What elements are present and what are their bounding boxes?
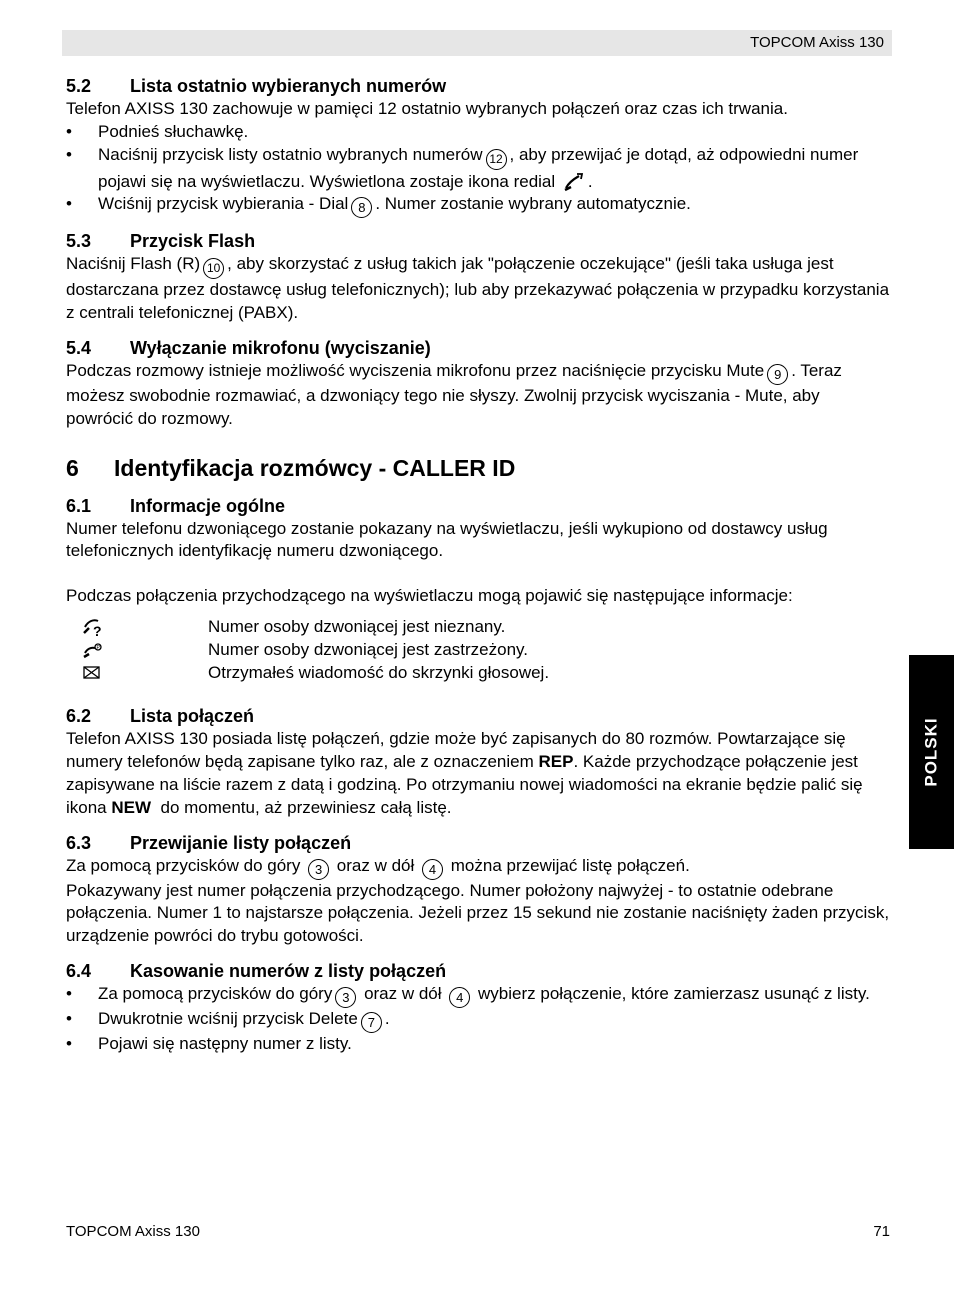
- key-3-icon: 3: [308, 859, 329, 880]
- section-heading-5-3: 5.3 Przycisk Flash: [66, 231, 256, 252]
- key-12-icon: 12: [486, 149, 507, 170]
- list-item: Otrzymałeś wiadomość do skrzynki głosowej.: [66, 662, 890, 685]
- section-heading-5-4: 5.4 Wyłączanie mikrofonu (wyciszanie): [66, 337, 431, 358]
- section-heading-6-1: 6.1 Informacje ogólne: [66, 495, 286, 516]
- section-heading-6-4: 6.4 Kasowanie numerów z listy połączeń: [66, 960, 447, 981]
- list-item: • Za pomocą przycisków do góry 3 oraz w dół 4 wybierz połączenie, które zamierzasz usunąć z listy.: [66, 983, 890, 1008]
- paragraph: Telefon AXISS 130 zachowuje w pamięci 12 ostatnio wybranych połączeń oraz czas ich trwania.: [66, 99, 788, 118]
- bullet-list: [66, 121, 890, 219]
- page-header: [62, 30, 892, 56]
- key-8-icon: 8: [351, 197, 372, 218]
- key-9-icon: 9: [767, 364, 788, 385]
- list-item: • Wciśnij przycisk wybierania - Dial 8 . Numer zostanie wybrany automatycznie.: [66, 193, 890, 218]
- voicemail-envelope-icon: [66, 665, 208, 681]
- svg-text:P: P: [96, 645, 100, 652]
- list-item: • Dwukrotnie wciśnij przycisk Delete 7 .: [66, 1008, 890, 1033]
- key-10-icon: 10: [203, 258, 224, 279]
- svg-text:?: ?: [93, 623, 102, 638]
- page-content: [66, 74, 890, 1056]
- paragraph: Podczas rozmowy istnieje możliwość wyciszenia mikrofonu przez naciśnięcie przycisku Mute 9 . Teraz możesz swobodnie rozmawiać, a dzwoniący tego nie słyszy. Zwolnij przycisk wyciszania - Mute, aby powrócić do rozmowy.: [66, 360, 842, 428]
- section-heading-6-2: 6.2 Lista połączeń: [66, 706, 255, 727]
- list-item: • Podnieś słuchawkę.: [66, 121, 890, 144]
- bullet-list: [66, 983, 890, 1056]
- redial-icon: [560, 172, 588, 191]
- key-4-icon: 4: [449, 987, 470, 1008]
- key-3-icon: 3: [335, 987, 356, 1008]
- footer-title: TOPCOM Axiss 130: [66, 1223, 200, 1240]
- paragraph: Za pomocą przycisków do góry 3 oraz w dół 4 można przewijać listę połączeń.: [66, 855, 890, 880]
- list-item: P Numer osoby dzwoniącej jest zastrzeżony.: [66, 639, 890, 662]
- unknown-caller-icon: [66, 617, 208, 637]
- key-4-icon: 4: [422, 859, 443, 880]
- paragraph: Pokazywany jest numer połączenia przychodzącego. Numer położony najwyżej - to ostatnie odebrane połączenia. Numer 1 to najstarsze połączenia. Jeżeli przez 15 sekund nie zostanie naciśnięty żaden przycisk, urządzenie powróci do trybu gotowości.: [66, 880, 890, 946]
- page-number: 71: [873, 1223, 890, 1240]
- paragraph: Podczas połączenia przychodzącego na wyświetlaczu mogą pojawić się następujące informacje:: [66, 586, 793, 606]
- list-item: • Naciśnij przycisk listy ostatnio wybranych numerów 12 , aby przewijać je dotąd, aż odpowiedni numer pojawi się na wyświetlaczu. Wyświetlona zostaje ikona redial .: [66, 144, 890, 194]
- list-item: • Pojawi się następny numer z listy.: [66, 1033, 890, 1056]
- header-title: TOPCOM Axiss 130: [750, 34, 884, 51]
- key-7-icon: 7: [361, 1012, 382, 1033]
- paragraph: Telefon AXISS 130 posiada listę połączeń, gdzie może być zapisanych do 80 rozmów. Powtarzające się numery telefonów będą zapisane tylko raz, ale z oznaczeniem REP. Każde przychodzące połączenie jest zapisywane na liście razem z datą i godziną. Po otrzymaniu nowej wiadomości na ekranie będzie palić się ikona NEW do momentu, aż przewiniesz całą listę.: [66, 729, 863, 817]
- private-caller-icon: [66, 641, 208, 659]
- paragraph: Numer telefonu dzwoniącego zostanie pokazany na wyświetlaczu, jeśli wykupiono od dostawcy usług telefonicznych identyfikację numeru dzwoniącego.: [66, 518, 828, 561]
- language-tab: POLSKI: [909, 655, 954, 849]
- chapter-heading-6: 6 Identyfikacja rozmówcy - CALLER ID: [66, 454, 516, 481]
- paragraph: Naciśnij Flash (R) 10 , aby skorzystać z usług takich jak "połączenie oczekujące" (jeśli taka usługa jest dostarczana przez dostawcę usług telefonicznych); lub aby przekazywać połączenia w przypadku korzystania z centrali telefonicznej (PABX).: [66, 254, 890, 323]
- section-heading-6-3: 6.3 Przewijanie listy połączeń: [66, 832, 352, 853]
- list-item: ? Numer osoby dzwoniącej jest nieznany.: [66, 616, 890, 639]
- section-heading-5-2: 5.2 Lista ostatnio wybieranych numerów: [66, 76, 447, 96]
